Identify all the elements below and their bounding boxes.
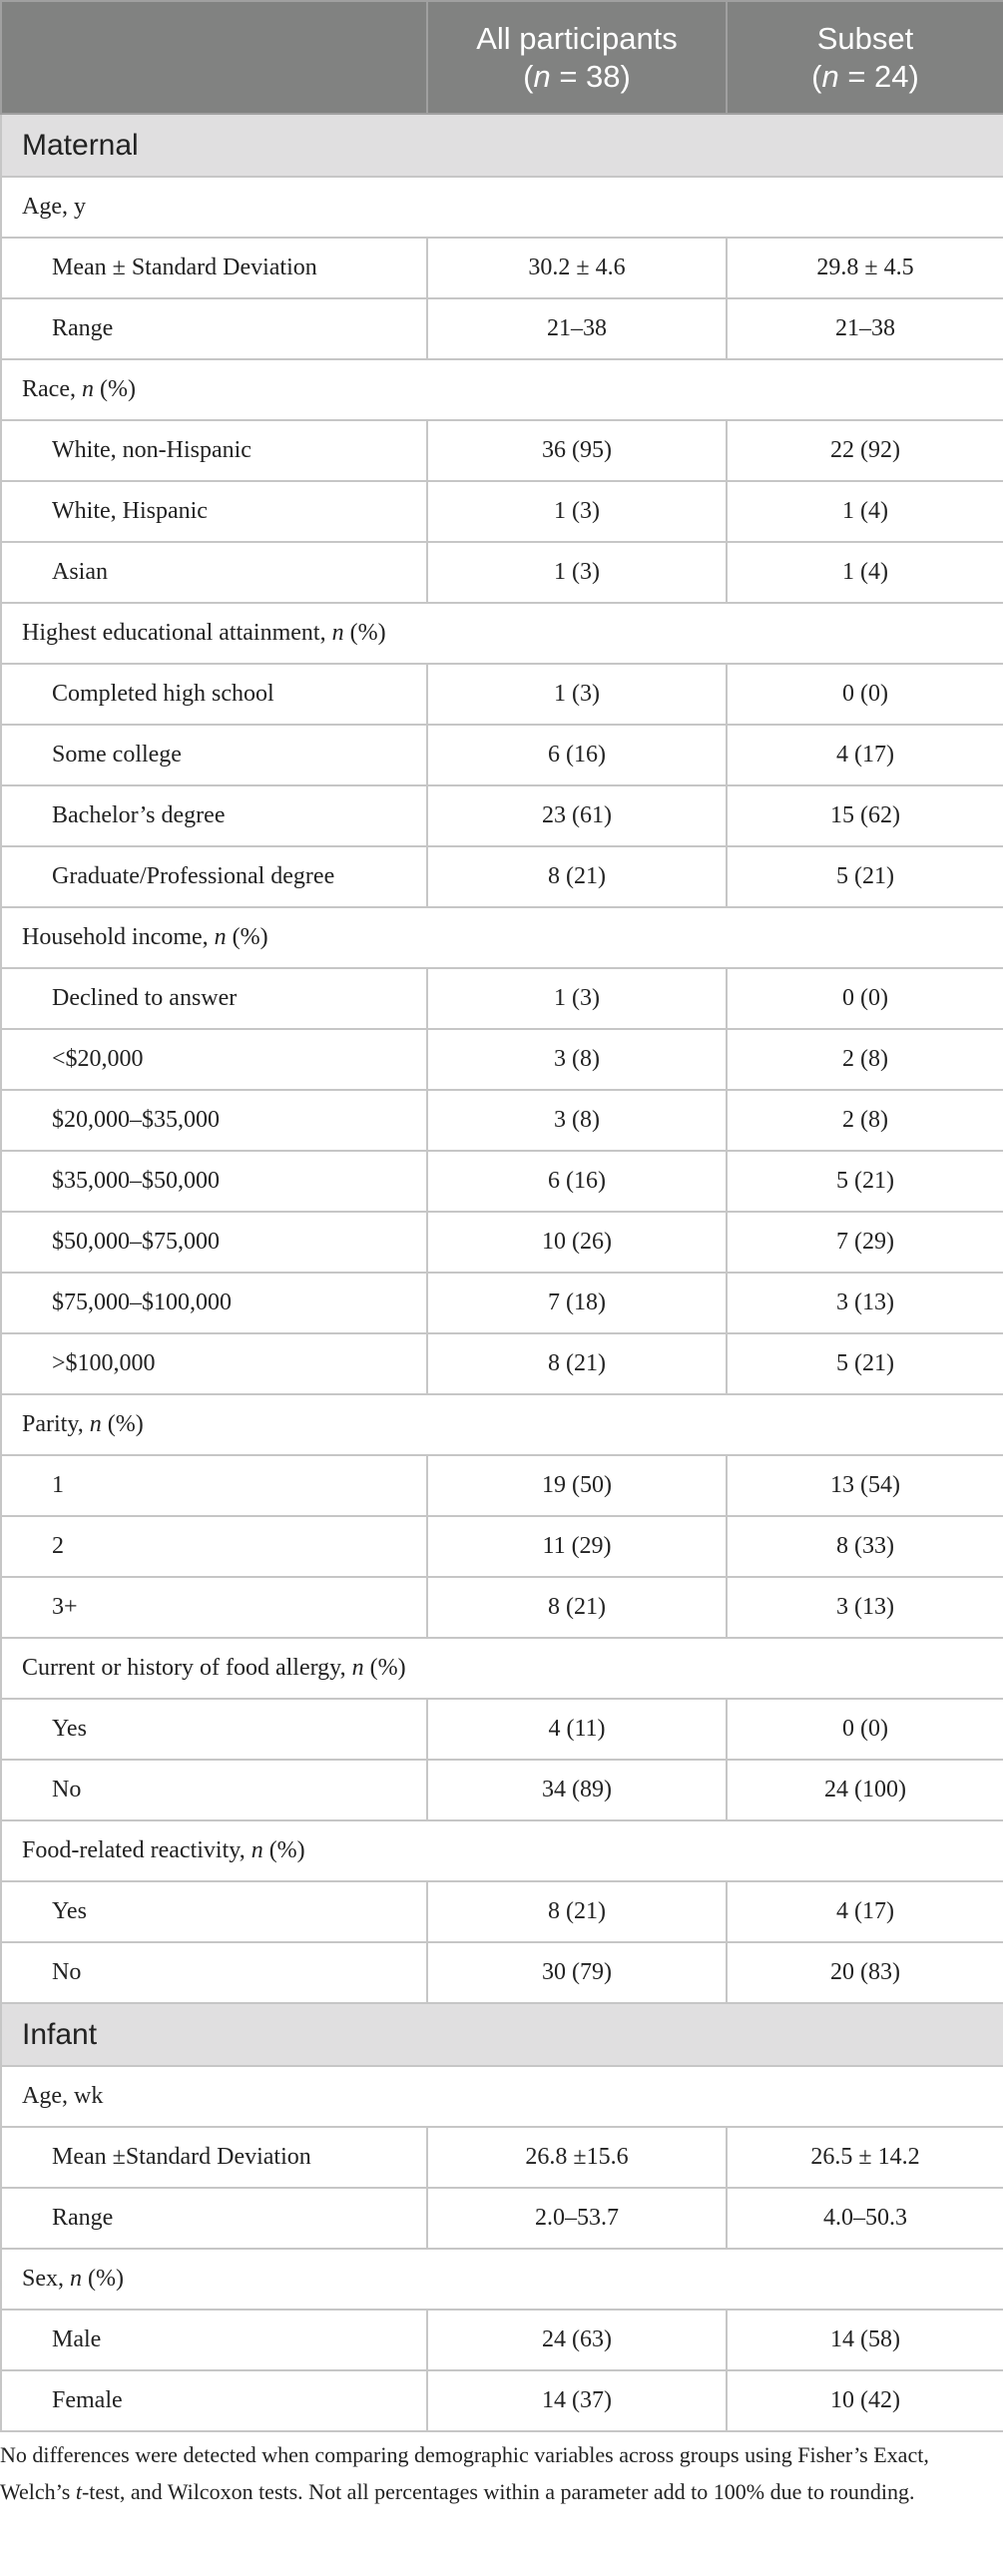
table-row bbox=[1, 846, 1003, 907]
value-subset: 7 (29) bbox=[727, 1212, 1003, 1273]
value-all-participants: 24 (63) bbox=[427, 2310, 727, 2370]
header-empty-cell bbox=[1, 1, 427, 114]
category-label bbox=[1, 2066, 1003, 2127]
value-all-participants: 1 (3) bbox=[427, 968, 727, 1029]
category-text: Age, y bbox=[22, 194, 86, 220]
value-all-participants: 6 (16) bbox=[427, 1151, 727, 1212]
category-label bbox=[1, 1394, 1003, 1455]
table-row bbox=[1, 2370, 1003, 2431]
category-row bbox=[1, 1820, 1003, 1881]
table-row bbox=[1, 542, 1003, 603]
row-label: Declined to answer bbox=[1, 968, 427, 1029]
row-label: Completed high school bbox=[1, 664, 427, 725]
value-subset: 21–38 bbox=[727, 298, 1003, 359]
table-row bbox=[1, 1151, 1003, 1212]
value-subset: 5 (21) bbox=[727, 846, 1003, 907]
table-row bbox=[1, 1090, 1003, 1151]
category-label bbox=[1, 1820, 1003, 1881]
header-all-n: n bbox=[533, 58, 551, 94]
row-label: >$100,000 bbox=[1, 1333, 427, 1394]
value-all-participants: 34 (89) bbox=[427, 1760, 727, 1820]
footnote-italic: t bbox=[75, 2479, 82, 2504]
table-row bbox=[1, 1333, 1003, 1394]
value-all-participants: 23 (61) bbox=[427, 785, 727, 846]
row-label: No bbox=[1, 1942, 427, 2003]
value-all-participants: 30 (79) bbox=[427, 1942, 727, 2003]
category-suffix: (%) bbox=[262, 1837, 305, 1863]
footnote-part2: -test, and Wilcoxon tests. Not all percentages within a parameter add to 100% due to rounding. bbox=[81, 2479, 915, 2504]
value-all-participants: 8 (21) bbox=[427, 846, 727, 907]
row-label: 2 bbox=[1, 1516, 427, 1577]
header-subset-title: Subset bbox=[816, 20, 914, 56]
category-suffix: (%) bbox=[93, 376, 136, 402]
value-subset: 24 (100) bbox=[727, 1760, 1003, 1820]
row-label: Yes bbox=[1, 1881, 427, 1942]
category-label bbox=[1, 359, 1003, 420]
value-all-participants: 19 (50) bbox=[427, 1455, 727, 1516]
table-row bbox=[1, 968, 1003, 1029]
row-label: $50,000–$75,000 bbox=[1, 1212, 427, 1273]
table-header-row bbox=[1, 1, 1003, 114]
table-row bbox=[1, 2188, 1003, 2249]
category-text: Race, bbox=[22, 376, 82, 402]
value-all-participants: 8 (21) bbox=[427, 1881, 727, 1942]
category-italic: n bbox=[81, 376, 94, 402]
table-row bbox=[1, 238, 1003, 298]
value-all-participants: 8 (21) bbox=[427, 1577, 727, 1638]
value-subset: 4.0–50.3 bbox=[727, 2188, 1003, 2249]
category-italic: n bbox=[70, 2266, 82, 2292]
footnote-part1: No differences were detected when comparing demographic variables across groups using Fisher’s Exact, Welch’s bbox=[0, 2442, 929, 2504]
row-label: Some college bbox=[1, 725, 427, 785]
row-label: Bachelor’s degree bbox=[1, 785, 427, 846]
category-label bbox=[1, 907, 1003, 968]
table-row bbox=[1, 420, 1003, 481]
table-row bbox=[1, 1455, 1003, 1516]
header-all-title: All participants bbox=[476, 20, 678, 56]
category-row bbox=[1, 359, 1003, 420]
value-all-participants: 4 (11) bbox=[427, 1699, 727, 1760]
category-label bbox=[1, 2249, 1003, 2310]
value-subset: 20 (83) bbox=[727, 1942, 1003, 2003]
category-row bbox=[1, 1638, 1003, 1699]
category-text: Current or history of food allergy, bbox=[22, 1655, 352, 1681]
value-subset: 4 (17) bbox=[727, 725, 1003, 785]
category-label bbox=[1, 1638, 1003, 1699]
value-subset: 1 (4) bbox=[727, 481, 1003, 542]
row-label: Mean ± Standard Deviation bbox=[1, 238, 427, 298]
category-row bbox=[1, 177, 1003, 238]
section-title: Maternal bbox=[1, 114, 1003, 177]
value-subset: 2 (8) bbox=[727, 1090, 1003, 1151]
value-subset: 4 (17) bbox=[727, 1881, 1003, 1942]
row-label: 1 bbox=[1, 1455, 427, 1516]
row-label: 3+ bbox=[1, 1577, 427, 1638]
header-subset-n: n bbox=[821, 58, 839, 94]
value-subset: 14 (58) bbox=[727, 2310, 1003, 2370]
table-row bbox=[1, 664, 1003, 725]
table-row bbox=[1, 1942, 1003, 2003]
row-label: Female bbox=[1, 2370, 427, 2431]
header-all-count: = 38) bbox=[550, 58, 631, 94]
value-subset: 3 (13) bbox=[727, 1577, 1003, 1638]
category-row bbox=[1, 1394, 1003, 1455]
row-label: White, Hispanic bbox=[1, 481, 427, 542]
value-subset: 5 (21) bbox=[727, 1151, 1003, 1212]
value-all-participants: 3 (8) bbox=[427, 1090, 727, 1151]
value-all-participants: 8 (21) bbox=[427, 1333, 727, 1394]
category-row bbox=[1, 2249, 1003, 2310]
row-label: Yes bbox=[1, 1699, 427, 1760]
value-all-participants: 36 (95) bbox=[427, 420, 727, 481]
category-text: Sex, bbox=[22, 2266, 70, 2292]
row-label: <$20,000 bbox=[1, 1029, 427, 1090]
value-subset: 5 (21) bbox=[727, 1333, 1003, 1394]
category-text: Food-related reactivity, bbox=[22, 1837, 251, 1863]
header-all-participants: All participants (n = 38) bbox=[427, 1, 727, 114]
category-text: Highest educational attainment, bbox=[22, 620, 332, 646]
table-row bbox=[1, 725, 1003, 785]
value-subset: 0 (0) bbox=[727, 1699, 1003, 1760]
value-subset: 2 (8) bbox=[727, 1029, 1003, 1090]
value-all-participants: 30.2 ± 4.6 bbox=[427, 238, 727, 298]
table-row bbox=[1, 1516, 1003, 1577]
table-row bbox=[1, 785, 1003, 846]
category-text: Household income, bbox=[22, 924, 215, 950]
category-suffix: (%) bbox=[101, 1411, 144, 1437]
value-all-participants: 11 (29) bbox=[427, 1516, 727, 1577]
value-all-participants: 3 (8) bbox=[427, 1029, 727, 1090]
category-suffix: (%) bbox=[226, 924, 268, 950]
row-label: White, non-Hispanic bbox=[1, 420, 427, 481]
value-subset: 26.5 ± 14.2 bbox=[727, 2127, 1003, 2188]
value-all-participants: 1 (3) bbox=[427, 542, 727, 603]
row-label: Graduate/Professional degree bbox=[1, 846, 427, 907]
table-row bbox=[1, 1212, 1003, 1273]
category-label bbox=[1, 177, 1003, 238]
category-italic: n bbox=[214, 924, 227, 950]
category-suffix: (%) bbox=[363, 1655, 406, 1681]
section-row bbox=[1, 2003, 1003, 2066]
row-label: Asian bbox=[1, 542, 427, 603]
table-row bbox=[1, 1699, 1003, 1760]
category-text: Age, wk bbox=[22, 2083, 104, 2109]
value-subset: 15 (62) bbox=[727, 785, 1003, 846]
value-subset: 0 (0) bbox=[727, 664, 1003, 725]
value-subset: 1 (4) bbox=[727, 542, 1003, 603]
value-all-participants: 10 (26) bbox=[427, 1212, 727, 1273]
table-row bbox=[1, 2127, 1003, 2188]
value-all-participants: 26.8 ±15.6 bbox=[427, 2127, 727, 2188]
value-all-participants: 2.0–53.7 bbox=[427, 2188, 727, 2249]
category-suffix: (%) bbox=[82, 2266, 124, 2292]
table-row bbox=[1, 481, 1003, 542]
table-footnote bbox=[0, 2432, 998, 2510]
value-subset: 0 (0) bbox=[727, 968, 1003, 1029]
category-italic: n bbox=[331, 620, 344, 646]
table-row bbox=[1, 1881, 1003, 1942]
row-label: No bbox=[1, 1760, 427, 1820]
category-text: Parity, bbox=[22, 1411, 90, 1437]
category-italic: n bbox=[89, 1411, 102, 1437]
value-all-participants: 14 (37) bbox=[427, 2370, 727, 2431]
value-all-participants: 6 (16) bbox=[427, 725, 727, 785]
value-subset: 13 (54) bbox=[727, 1455, 1003, 1516]
table-row bbox=[1, 1029, 1003, 1090]
value-subset: 8 (33) bbox=[727, 1516, 1003, 1577]
category-row bbox=[1, 603, 1003, 664]
table-row bbox=[1, 1760, 1003, 1820]
category-italic: n bbox=[351, 1655, 364, 1681]
header-subset: Subset (n = 24) bbox=[727, 1, 1003, 114]
row-label: Male bbox=[1, 2310, 427, 2370]
row-label: Range bbox=[1, 2188, 427, 2249]
category-row bbox=[1, 907, 1003, 968]
value-subset: 22 (92) bbox=[727, 420, 1003, 481]
row-label: Range bbox=[1, 298, 427, 359]
row-label: $35,000–$50,000 bbox=[1, 1151, 427, 1212]
table-row bbox=[1, 1577, 1003, 1638]
row-label: Mean ±Standard Deviation bbox=[1, 2127, 427, 2188]
value-all-participants: 1 (3) bbox=[427, 481, 727, 542]
category-row bbox=[1, 2066, 1003, 2127]
table-body bbox=[1, 114, 1003, 2431]
value-all-participants: 21–38 bbox=[427, 298, 727, 359]
table-row bbox=[1, 2310, 1003, 2370]
header-subset-count: = 24) bbox=[838, 58, 919, 94]
section-title: Infant bbox=[1, 2003, 1003, 2066]
value-all-participants: 1 (3) bbox=[427, 664, 727, 725]
table-row bbox=[1, 1273, 1003, 1333]
value-subset: 29.8 ± 4.5 bbox=[727, 238, 1003, 298]
section-row bbox=[1, 114, 1003, 177]
category-suffix: (%) bbox=[343, 620, 386, 646]
category-italic: n bbox=[251, 1837, 263, 1863]
value-all-participants: 7 (18) bbox=[427, 1273, 727, 1333]
value-subset: 10 (42) bbox=[727, 2370, 1003, 2431]
row-label: $75,000–$100,000 bbox=[1, 1273, 427, 1333]
table-row bbox=[1, 298, 1003, 359]
row-label: $20,000–$35,000 bbox=[1, 1090, 427, 1151]
category-label bbox=[1, 603, 1003, 664]
value-subset: 3 (13) bbox=[727, 1273, 1003, 1333]
